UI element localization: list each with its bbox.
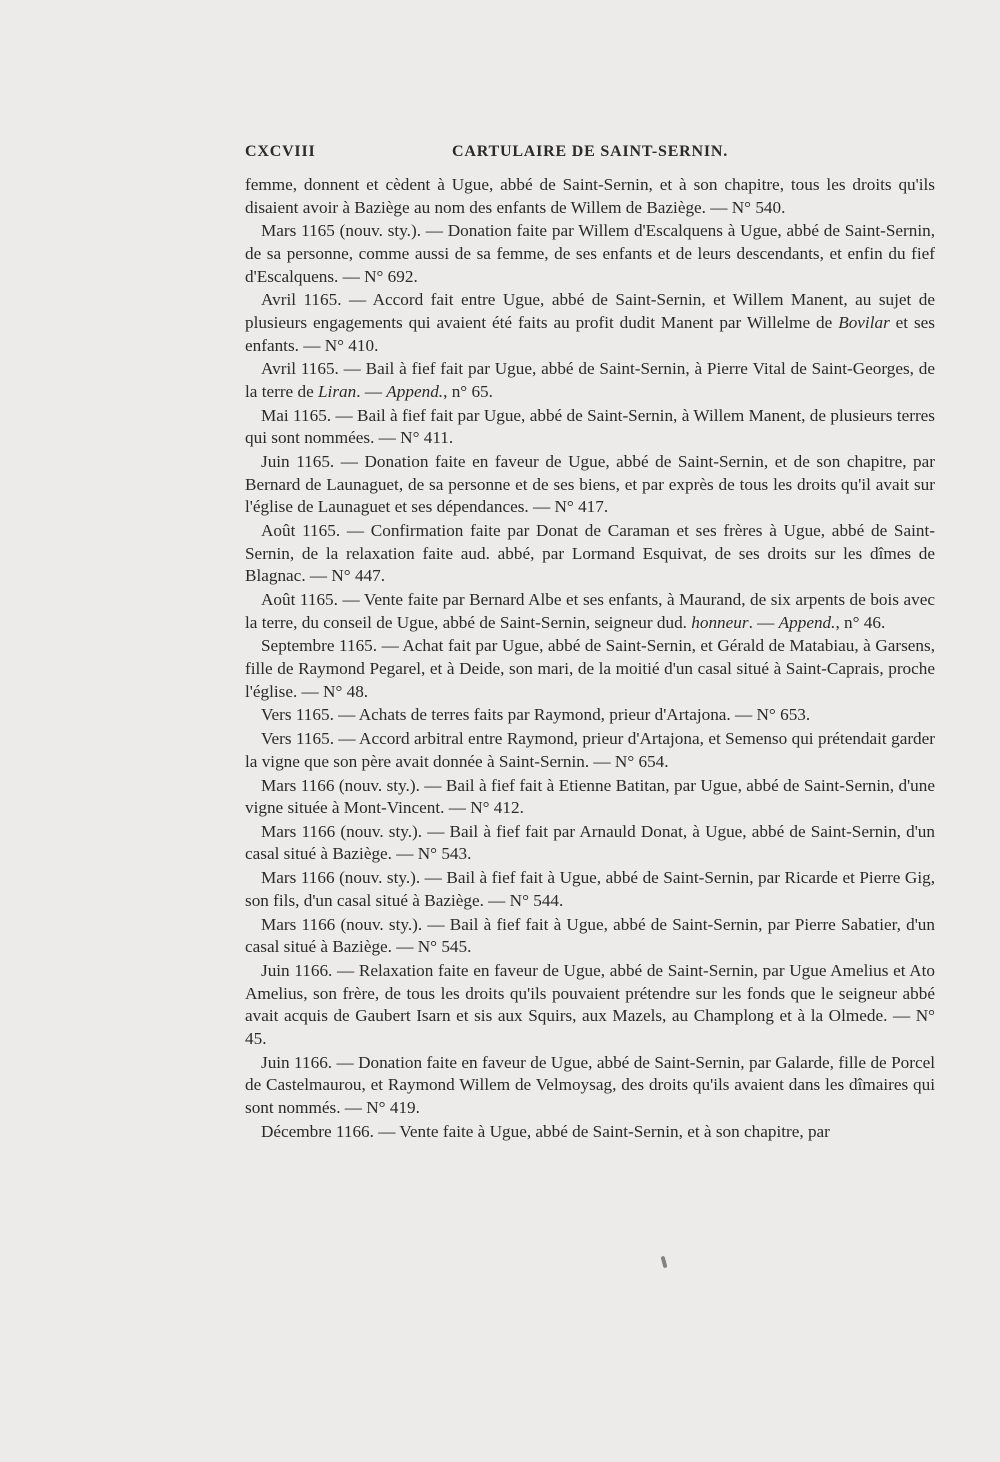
entry-paragraph: Décembre 1166. — Vente faite à Ugue, abbé de Saint-Sernin, et à son chapitre, par (261, 1121, 830, 1141)
entry-paragraph: Juin 1166. — Relaxation faite en faveur de Ugue, abbé de Saint-Sernin, par Ugue Amelius et Ato Amelius, son frère, de tous les droits qu'ils pouvaient prétendre sur les fonds que le seigneur abbé avait acquis de Gaubert Isarn et sis aux Squirs, aux Mazels, au Champlong et à la Olmede. — N° 45. (245, 961, 935, 1048)
running-header (245, 143, 935, 165)
entry-paragraph: Mars 1166 (nouv. sty.). — Bail à fief fait à Ugue, abbé de Saint-Sernin, par Pierre Sabatier, d'un casal situé à Baziège. — N° 545. (245, 914, 935, 957)
entry-paragraph: Mars 1166 (nouv. sty.). — Bail à fief fait par Arnauld Donat, à Ugue, abbé de Saint-Sernin, d'un casal situé à Baziège. — N° 543. (245, 821, 935, 864)
entry-paragraph: Vers 1165. — Accord arbitral entre Raymond, prieur d'Artajona, et Semenso qui prétendait garder la vigne que son père avait donnée à Saint-Sernin. — N° 654. (245, 729, 935, 771)
entry-paragraph: Août 1165. — Confirmation faite par Donat de Caraman et ses frères à Ugue, abbé de Saint-Sernin, de la relaxation faite aud. abbé, par Lormand Esquivat, de ses droits sur les dîmes de Blagnac. — N° 447. (245, 521, 935, 586)
body-text (245, 174, 935, 1144)
entry-paragraph: Mai 1165. — Bail à fief fait par Ugue, abbé de Saint-Sernin, à Willem Manent, de plusieurs terres qui sont nommées. — N° 411. (245, 405, 935, 448)
entry-paragraph: Mars 1165 (nouv. sty.). — Donation faite par Willem d'Escalquens à Ugue, abbé de Saint-Sernin, de sa personne, comme aussi de sa femme, de ses enfants et de leurs descendants, et enfin du fief d'Escalquens. — N° 692. (245, 221, 935, 286)
entry-paragraph: Août 1165. — Vente faite par Bernard Albe et ses enfants, à Maurand, de six arpents de bois avec la terre, du conseil de Ugue, abbé de Saint-Sernin, seigneur dud. honneur. — Append., n° 46. (245, 590, 935, 632)
entry-paragraph: Avril 1165. — Accord fait entre Ugue, abbé de Saint-Sernin, et Willem Manent, au sujet de plusieurs engagements qui avaient été faits au profit dudit Manent par Willelme de Bovilar et ses enfants. — N° 410. (245, 290, 935, 355)
entry-paragraph: Juin 1165. — Donation faite en faveur de Ugue, abbé de Saint-Sernin, et de son chapitre, par Bernard de Launaguet, de sa personne et de ses biens, et par exprès de tous les droits qu'il avait sur l'église de Launaguet et ses dépendances. — N° 417. (245, 452, 935, 517)
entry-paragraph: Mars 1166 (nouv. sty.). — Bail à fief fait à Etienne Batitan, par Ugue, abbé de Saint-Sernin, d'une vigne située à Mont-Vincent. — N° 412. (245, 775, 935, 818)
entry-paragraph: femme, donnent et cèdent à Ugue, abbé de Saint-Sernin, et à son chapitre, tous les droits qu'ils disaient avoir à Baziège au nom des enfants de Willem de Baziège. — N° 540. (245, 175, 935, 217)
entry-paragraph: Mars 1166 (nouv. sty.). — Bail à fief fait à Ugue, abbé de Saint-Sernin, par Ricarde et Pierre Gig, son fils, d'un casal situé à Baziège. — N° 544. (245, 868, 935, 910)
ink-speck (661, 1256, 668, 1269)
entry-paragraph: Septembre 1165. — Achat fait par Ugue, abbé de Saint-Sernin, et Gérald de Matabiau, à Garsens, fille de Raymond Pegarel, et à Deide, son mari, de la moitié d'un casal situé à Saint-Caprais, proche l'église. — N° 48. (245, 636, 935, 701)
running-title: CARTULAIRE DE SAINT-SERNIN. (452, 143, 729, 160)
entry-paragraph: Avril 1165. — Bail à fief fait par Ugue, abbé de Saint-Sernin, à Pierre Vital de Saint-Georges, de la terre de Liran. — Append., n° 65. (245, 359, 935, 401)
entry-paragraph: Vers 1165. — Achats de terres faits par Raymond, prieur d'Artajona. — N° 653. (261, 705, 811, 725)
page-folio: CXCVIII (245, 143, 316, 160)
entry-paragraph: Juin 1166. — Donation faite en faveur de Ugue, abbé de Saint-Sernin, par Galarde, fille de Porcel de Castelmaurou, et Raymond Willem de Velmoysag, des droits qu'ils avaient dans les dîmaires qui sont nommés. — N° 419. (245, 1052, 935, 1117)
